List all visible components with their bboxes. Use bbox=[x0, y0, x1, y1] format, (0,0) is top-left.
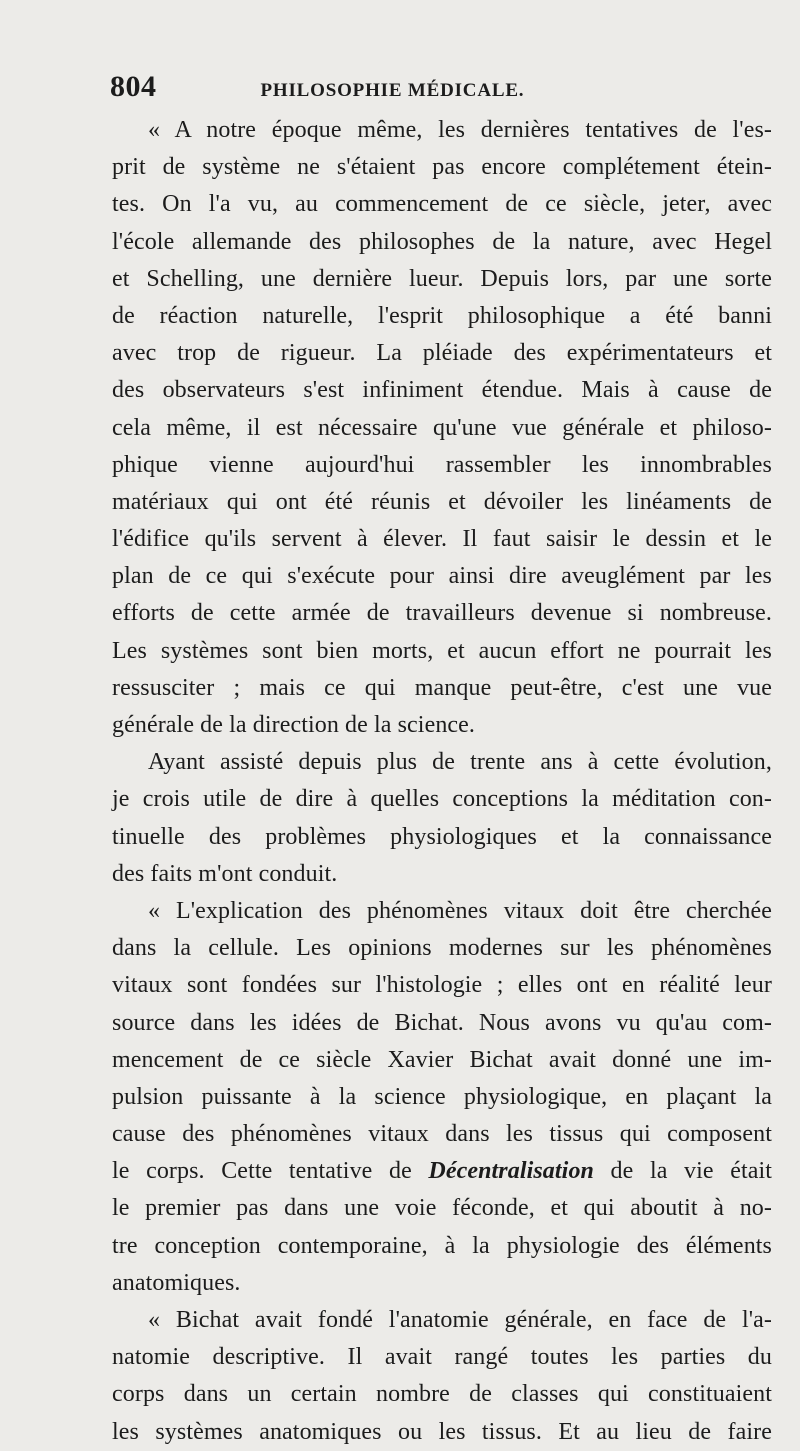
text-line: le premier pas dans une voie féconde, et qui aboutit à no- bbox=[112, 1195, 772, 1222]
text-line: l'édifice qu'ils servent à élever. Il faut saisir le dessin et le bbox=[112, 526, 772, 553]
italic-term: Décentralisation bbox=[428, 1158, 594, 1185]
text-fragment: de la vie était bbox=[594, 1158, 773, 1185]
text-line: avec trop de rigueur. La pléiade des expérimentateurs et bbox=[112, 340, 772, 367]
running-title: PHILOSOPHIE MÉDICALE. bbox=[260, 80, 525, 101]
text-line: matériaux qui ont été réunis et dévoiler les linéaments de bbox=[112, 488, 772, 515]
text-line: cela même, il est nécessaire qu'une vue générale et philoso- bbox=[112, 414, 772, 441]
body-text bbox=[112, 112, 772, 1451]
text-line: « L'explication des phénomènes vitaux doit être cherchée bbox=[148, 897, 772, 924]
text-line: l'école allemande des philosophes de la nature, avec Hegel bbox=[112, 228, 772, 255]
text-line: de réaction naturelle, l'esprit philosophique a été banni bbox=[112, 302, 772, 329]
text-line: « A notre époque même, les dernières tentatives de l'es- bbox=[148, 117, 772, 143]
text-line: tinuelle des problèmes physiologiques et la connaissance bbox=[112, 823, 772, 850]
text-line: prit de système ne s'étaient pas encore complétement étein- bbox=[112, 154, 772, 181]
text-line: efforts de cette armée de travailleurs devenue si nombreuse. bbox=[112, 600, 772, 627]
text-line: Ayant assisté depuis plus de trente ans à cette évolution, bbox=[148, 749, 772, 776]
text-line: dans la cellule. Les opinions modernes sur les phénomènes bbox=[112, 935, 772, 962]
text-line: tre conception contemporaine, à la physiologie des éléments bbox=[112, 1232, 772, 1259]
text-line: natomie descriptive. Il avait rangé toutes les parties du bbox=[112, 1344, 772, 1371]
text-line: mencement de ce siècle Xavier Bichat avait donné une im- bbox=[112, 1046, 772, 1073]
text-line: corps dans un certain nombre de classes qui constituaient bbox=[112, 1381, 772, 1408]
text-line: anatomiques. bbox=[112, 1269, 241, 1296]
text-fragment: le corps. Cette tentative de bbox=[112, 1158, 429, 1185]
text-line: plan de ce qui s'exécute pour ainsi dire aveuglément par les bbox=[112, 563, 772, 590]
text-line: des observateurs s'est infiniment étendue. Mais à cause de bbox=[112, 377, 772, 404]
page-number: 804 bbox=[110, 70, 157, 103]
text-line: source dans les idées de Bichat. Nous avons vu qu'au com- bbox=[112, 1009, 772, 1036]
text-line: ressusciter ; mais ce qui manque peut-être, c'est une vue bbox=[112, 674, 772, 701]
text-line: des faits m'ont conduit. bbox=[112, 860, 338, 887]
text-line: Les systèmes sont bien morts, et aucun effort ne pourrait les bbox=[112, 637, 772, 664]
text-line: et Schelling, une dernière lueur. Depuis lors, par une sorte bbox=[112, 265, 772, 292]
page-header bbox=[110, 70, 742, 110]
text-line: pulsion puissante à la science physiologique, en plaçant la bbox=[112, 1083, 772, 1110]
text-line: générale de la direction de la science. bbox=[112, 712, 476, 738]
text-line: les systèmes anatomiques ou les tissus. Et au lieu de faire bbox=[112, 1418, 772, 1445]
text-line: cause des phénomènes vitaux dans les tissus qui composent bbox=[112, 1121, 772, 1148]
text-line: je crois utile de dire à quelles conceptions la méditation con- bbox=[112, 786, 772, 813]
text-line: « Bichat avait fondé l'anatomie générale, en face de l'a- bbox=[148, 1307, 772, 1333]
text-line-with-italic bbox=[112, 1153, 772, 1190]
text-line: phique vienne aujourd'hui rassembler les innombrables bbox=[112, 451, 772, 478]
text-line: vitaux sont fondées sur l'histologie ; elles ont en réalité leur bbox=[112, 972, 772, 999]
text-line: tes. On l'a vu, au commencement de ce siècle, jeter, avec bbox=[112, 191, 772, 218]
